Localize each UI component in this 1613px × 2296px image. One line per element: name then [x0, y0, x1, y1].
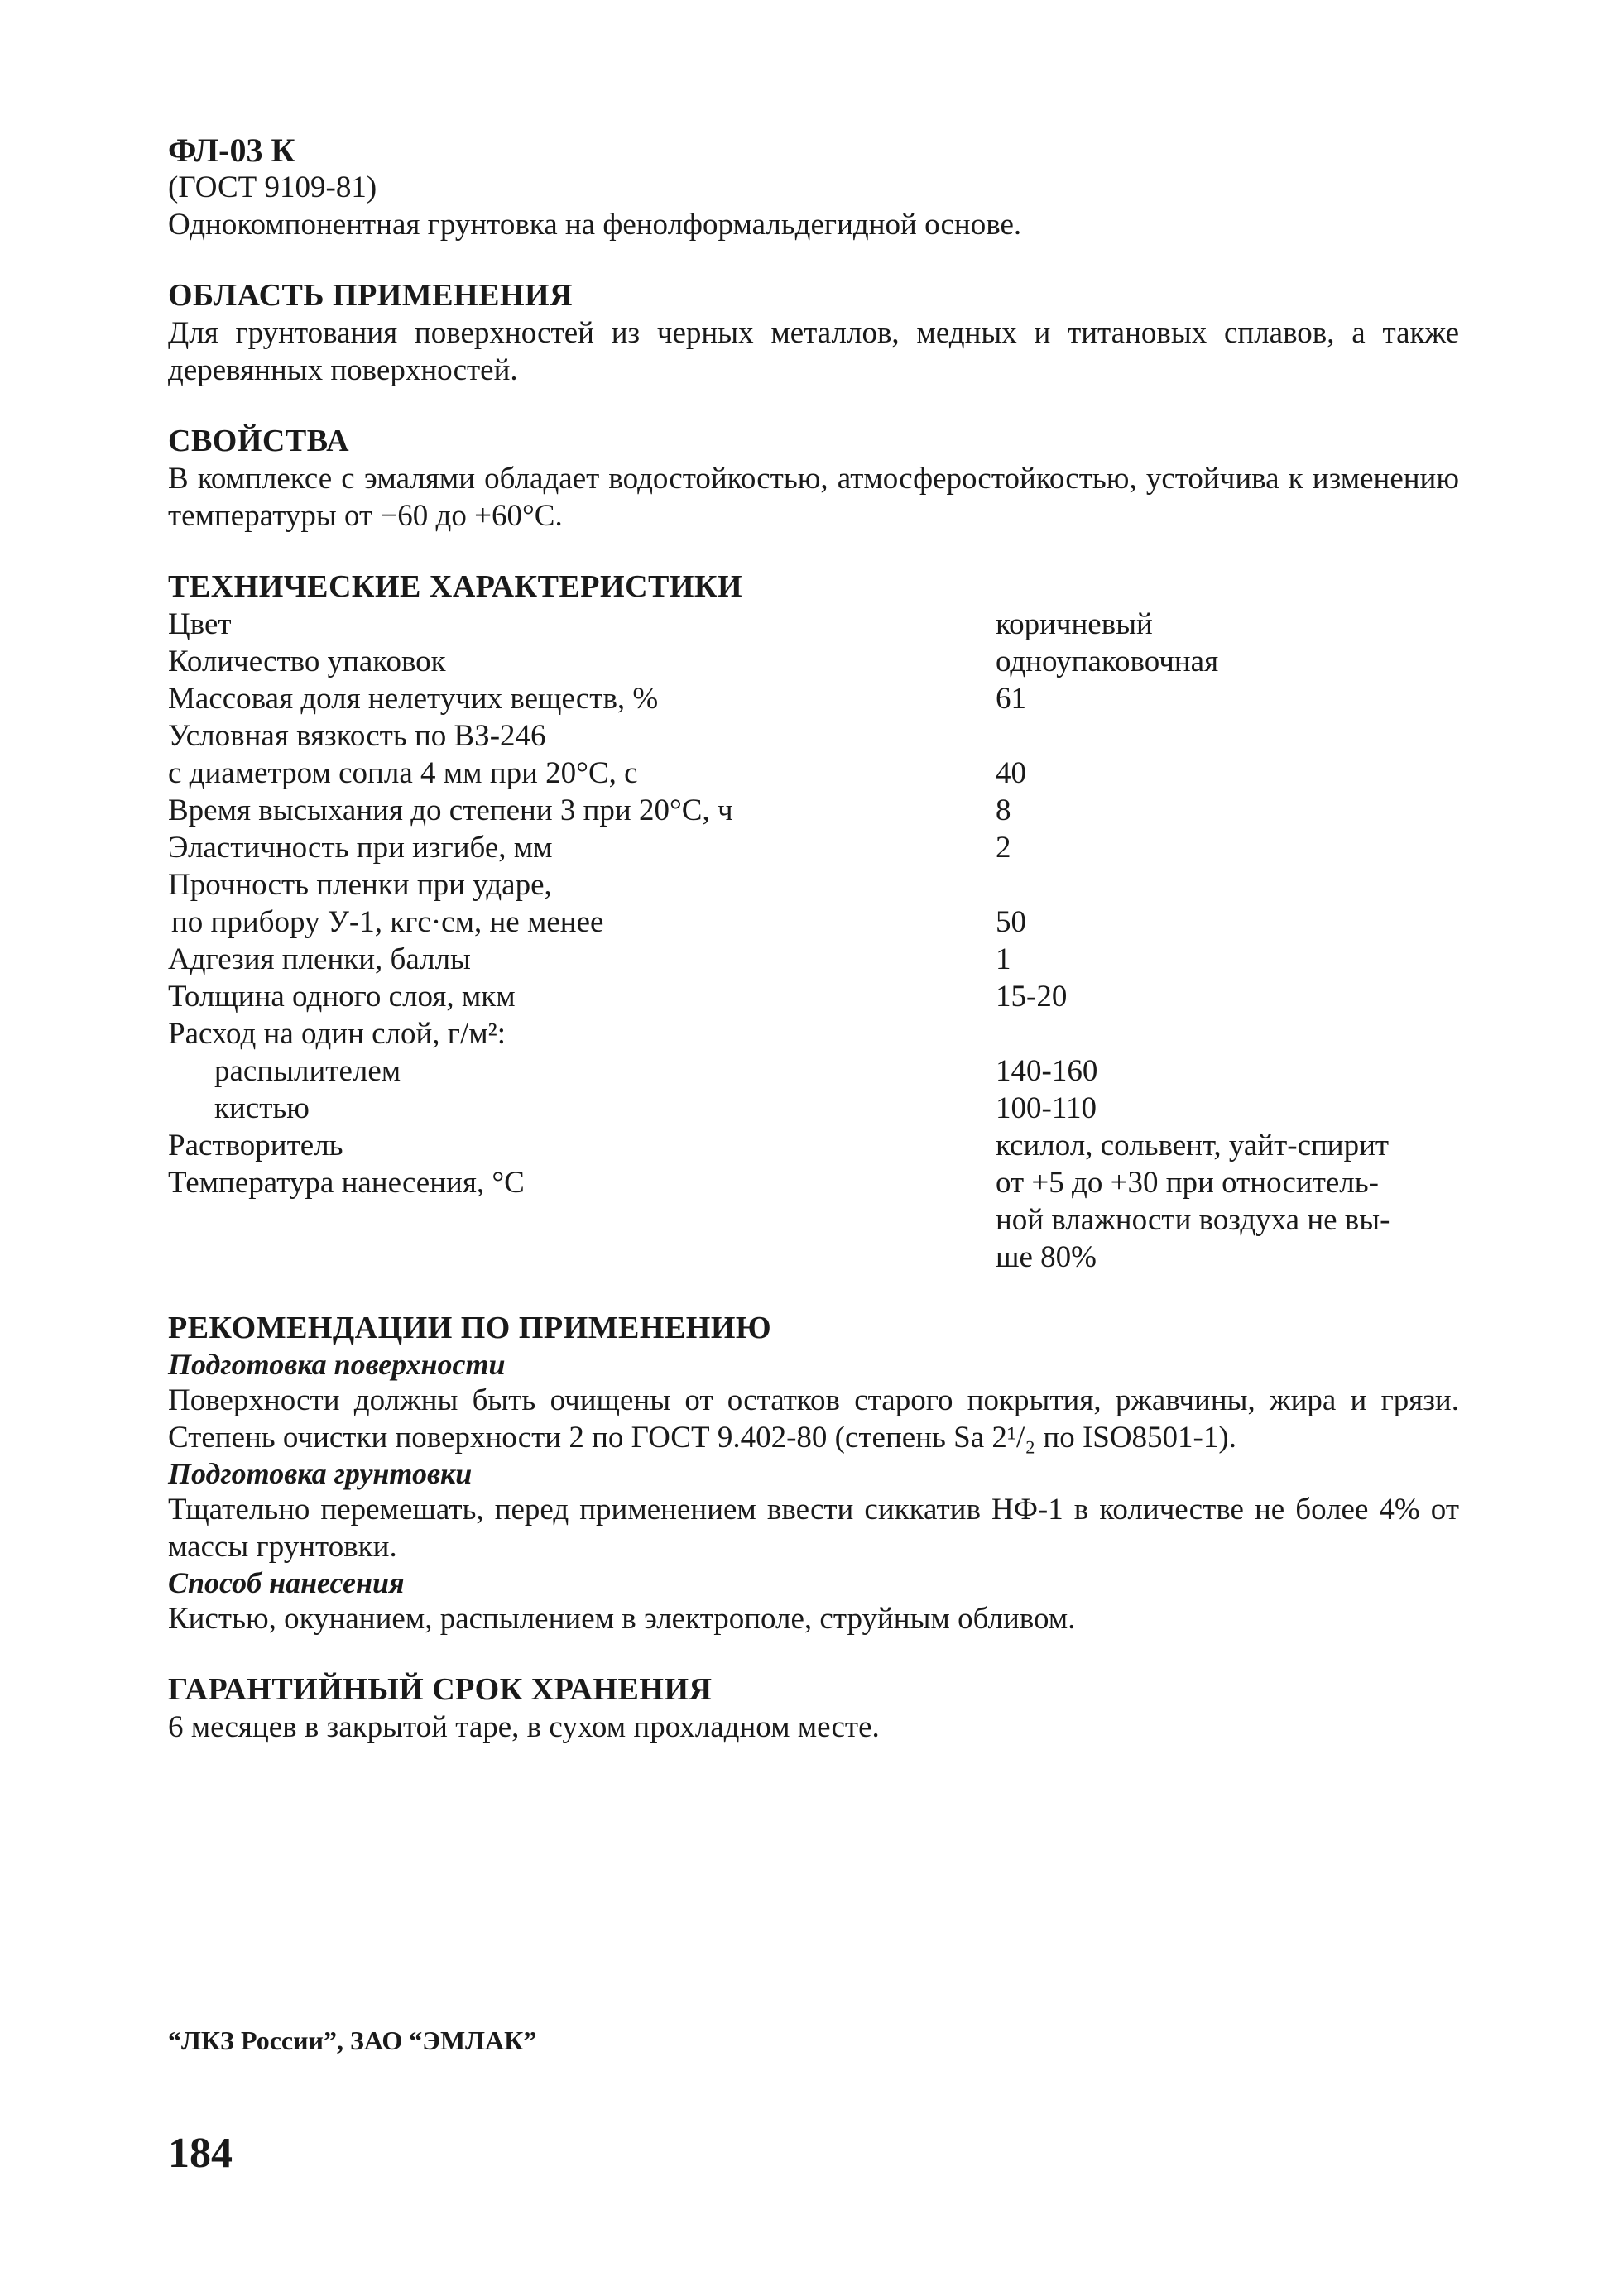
spec-name: Условная вязкость по ВЗ-246	[168, 719, 546, 753]
spec-name: Расход на один слой, г/м²:	[168, 1017, 506, 1051]
spec-name: по прибору У-1, кгс·см, не менее	[171, 905, 604, 939]
spec-name: распылителем	[214, 1054, 401, 1088]
spec-name: Массовая доля нелетучих веществ, %	[168, 682, 659, 716]
spec-row	[168, 1239, 1459, 1276]
spec-name	[168, 1201, 996, 1239]
application-area-text: Для грунтования поверхностей из черных металлов, медных и титановых сплавов, а также деревянных поверхностей.	[168, 316, 1459, 387]
spec-name: Время высыхания до степени 3 при 20°С, ч	[168, 793, 733, 827]
primer-prep-subheading: Подготовка грунтовки	[168, 1457, 473, 1490]
spec-value: 140-160	[996, 1054, 1098, 1088]
spec-row	[168, 792, 1459, 829]
spec-value: ной влажности воздуха не вы-	[996, 1203, 1390, 1237]
spec-value	[996, 717, 1459, 755]
spec-row	[168, 829, 1459, 866]
primer-prep-text: Тщательно перемешать, перед применением ввести сиккатив НФ-1 в количестве не более 4% от массы грунтовки.	[168, 1493, 1459, 1564]
publisher-footer: “ЛКЗ России”, ЗАО “ЭМЛАК”	[168, 2025, 537, 2055]
surface-prep-subheading: Подготовка поверхности	[168, 1348, 506, 1381]
spec-value: 40	[996, 756, 1026, 790]
storage-heading: ГАРАНТИЙНЫЙ СРОК ХРАНЕНИЯ	[168, 1672, 713, 1707]
application-area-heading: ОБЛАСТЬ ПРИМЕНЕНИЯ	[168, 278, 574, 313]
spec-row	[168, 1127, 1459, 1164]
storage-text: 6 месяцев в закрытой таре, в сухом прохладном месте.	[168, 1710, 880, 1744]
properties-text: В комплексе с эмалями обладает водостойкостью, атмосферостойкостью, устойчива к изменению температуры от −60 до +60°С.	[168, 462, 1459, 533]
spec-row	[168, 643, 1459, 680]
application-method-text: Кистью, окунанием, распылением в электрополе, струйным обливом.	[168, 1602, 1076, 1636]
spec-row	[168, 978, 1459, 1015]
spec-value: 1	[996, 942, 1011, 976]
spec-value	[996, 866, 1459, 904]
spec-name: с диаметром сопла 4 мм при 20°С, с	[168, 756, 638, 790]
spec-row	[168, 680, 1459, 717]
product-description: Однокомпонентная грунтовка на фенолформальдегидной основе.	[168, 208, 1022, 242]
spec-value: 8	[996, 793, 1011, 827]
spec-row	[168, 1052, 1459, 1090]
spec-row	[168, 755, 1459, 792]
application-method-subheading: Способ нанесения	[168, 1566, 405, 1599]
spec-name: Адгезия пленки, баллы	[168, 942, 471, 976]
page-number: 184	[168, 2130, 233, 2177]
product-standard: (ГОСТ 9109-81)	[168, 170, 377, 204]
spec-value: 2	[996, 831, 1011, 865]
spec-row	[168, 1164, 1459, 1201]
document-page	[168, 132, 1459, 1746]
spec-row	[168, 941, 1459, 978]
spec-name: кистью	[214, 1091, 310, 1125]
spec-value: ксилол, сольвент, уайт-спирит	[996, 1129, 1390, 1162]
spec-name: Эластичность при изгибе, мм	[168, 831, 553, 865]
spec-row	[168, 606, 1459, 643]
spec-value: 50	[996, 905, 1026, 939]
surface-prep-text: Поверхности должны быть очищены от остатков старого покрытия, ржавчины, жира и грязи. Степень очистки поверхности 2 по ГОСТ 9.402-80 (степень Sa 2¹/₂ по ISO8501-1).	[168, 1383, 1459, 1455]
spec-value	[996, 1015, 1459, 1052]
spec-name: Количество упаковок	[168, 645, 446, 678]
technical-specs-heading: ТЕХНИЧЕСКИЕ ХАРАКТЕРИСТИКИ	[168, 569, 743, 604]
properties-heading: СВОЙСТВА	[168, 424, 350, 458]
spec-name: Температура нанесения, °С	[168, 1166, 525, 1200]
spec-name: Прочность пленки при ударе,	[168, 868, 552, 902]
spec-row	[168, 717, 1459, 755]
spec-name: Толщина одного слоя, мкм	[168, 980, 516, 1014]
recommendations-heading: РЕКОМЕНДАЦИИ ПО ПРИМЕНЕНИЮ	[168, 1311, 772, 1345]
spec-value: от +5 до +30 при относитель-	[996, 1166, 1379, 1200]
spec-name: Растворитель	[168, 1129, 343, 1162]
spec-row	[168, 904, 1459, 941]
spec-value: коричневый	[996, 607, 1153, 641]
spec-value: одноупаковочная	[996, 645, 1219, 678]
spec-row	[168, 1201, 1459, 1239]
spec-row	[168, 1090, 1459, 1127]
technical-specs-table	[168, 606, 1459, 1276]
product-name: ФЛ-03 К	[168, 132, 295, 169]
spec-name	[168, 1239, 996, 1276]
spec-name: Цвет	[168, 607, 232, 641]
spec-value: 61	[996, 682, 1026, 716]
spec-row	[168, 1015, 1459, 1052]
spec-value: 15-20	[996, 980, 1068, 1014]
spec-value: 100-110	[996, 1091, 1097, 1125]
spec-row	[168, 866, 1459, 904]
spec-value: ше 80%	[996, 1240, 1097, 1274]
